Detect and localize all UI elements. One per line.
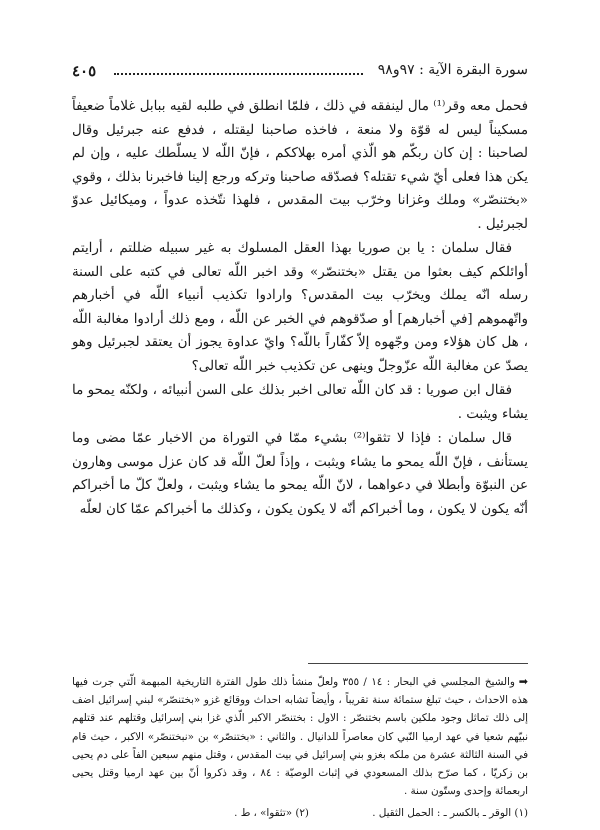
footnote-1: (١) الوقر ـ بالكسر ـ : الحمل الثقيل .	[372, 807, 528, 820]
paragraph: فحمل معه وقر⁽¹⁾ مال لينفقه في ذلك ، فلمّا انطلق في طلبه لقيه ببابل غلاماً ضعيفاً مسكيناً ليس له قوّة ولا منعة ، فاخذه صاحبنا ليقتله ، فدفع عنه جبرئيل وقال لصاحبنا : إن كان ربكّم هو الّذي أمره بهلاككم ، فإنّ اللّه لا يسلّطك عليه ، وإن لم يكن هذا فعلى أيّ شيء تقتله؟ فصدّقه صاحبنا وتركه ورجع إلينا فاخبرنا بذلك ، وقوي «بختنصّر» وملك وغزانا وخرّب بيت المقدس ، فلهذا نتّخذه عدواً ، وميكائيل عدوّ لجبرئيل .	[72, 99, 529, 232]
header-dotted-line	[114, 73, 363, 75]
page-number: ٤٠٥	[72, 62, 97, 80]
page-header	[72, 62, 528, 84]
footnote-2: (٢) «تثقوا» ، ط .	[234, 807, 309, 820]
paragraph: فقال ابن صوريا : قد كان اللّه تعالى اخبر بذلك على السن أنبيائه ، ولكنّه يمحو ما يشاء ويثبت .	[72, 383, 528, 422]
footnotes	[72, 673, 528, 823]
main-text	[72, 95, 528, 521]
footnote-references	[72, 804, 528, 822]
running-title: سورة البقرة الآية : ٩٧و٩٨	[377, 62, 528, 78]
footnote-text: والشيخ المجلسي في البحار : ١٤ / ٣٥٥ ولعلّ منشأ ذلك طول الفترة التاريخية المبهمة الّتي جرت فيها هذه الاحداث ، حيث تبلغ ستمائة سنة تقريباً ، وأيضاً تشابه احداث ووقائع غزو «بختنصّر» لبني إسرائيل اضف إلى ذلك تماثل وجود ملكين باسم بختنصّر : الاول : بختنصّر الاكبر الّذي غزا بني إسرائيل وقتلهم عند قتلهم نبيّهم شعيا في عهد ارميا النّبي كان معاصراً للدانيال . والثاني : «بختنصّر» بن «نبختنصّر» الاكبر ، حيث قام في السنة الثالثة عشرة من ملكه بغزو بني إسرائيل في بيت المقدس ، وقتل منهم سبعين الفاً على دم يحيى بن زكريّا ، كما صرّح بذلك المسعودي في إثبات الوصيّة : ٨٤ ، وقد ذكروا أنّ بين عهد ارميا وقتل يحيى اربعمائة وإحدى وستّون سنة .	[72, 676, 528, 798]
footnote-divider	[308, 663, 528, 664]
paragraph: قال سلمان : فإذا لا تثقوا⁽²⁾ بشيء ممّا في التوراة من الاخبار عمّا مضى وما يستأنف ، فإنّ اللّه يمحو ما يشاء ويثبت ، وإذاً لعلّ اللّه قد كان عزل موسى وهارون عن النبوّة وأبطلا في دعواهما ، لانّ اللّه يمحو ما يشاء ويثبت ، ولعلّ كلّ ما أخبراكم أنّه يكون لا يكون ، وما أخبراكم أنّه لا يكون يكون ، وكذلك ما أخبراكم عمّا كان لعلّه	[72, 431, 528, 517]
continuation-arrow-icon: ➡	[518, 675, 529, 688]
footnote-continuation	[72, 673, 528, 800]
paragraph: فقال سلمان : يا بن صوريا بهذا العقل المسلوك به غير سبيله ضللتم ، أرايتم أوائلكم كيف بعثوا من يقتل «بختنصّر» وقد اخبر اللّه تعالى في كتبه على السنة رسله انّه يملك ويخرّب بيت المقدس؟ وارادوا تكذيب أنبياء اللّه في أخبارهم واتّهموهم [في أخبارهم] أو صدّقوهم في الخبر عن اللّه ، ومع ذلك أرادوا مغالبة اللّه ، هل كان هؤلاء ومن وجّهوه إلاّ كفّاراً باللّه؟ وايّ عداوة يجوز أن يعتقد لجبرئيل وهو يصدّ عن مغالبة اللّه عزّوجلّ وينهى عن تكذيب خبر اللّه تعالى؟	[72, 241, 528, 374]
